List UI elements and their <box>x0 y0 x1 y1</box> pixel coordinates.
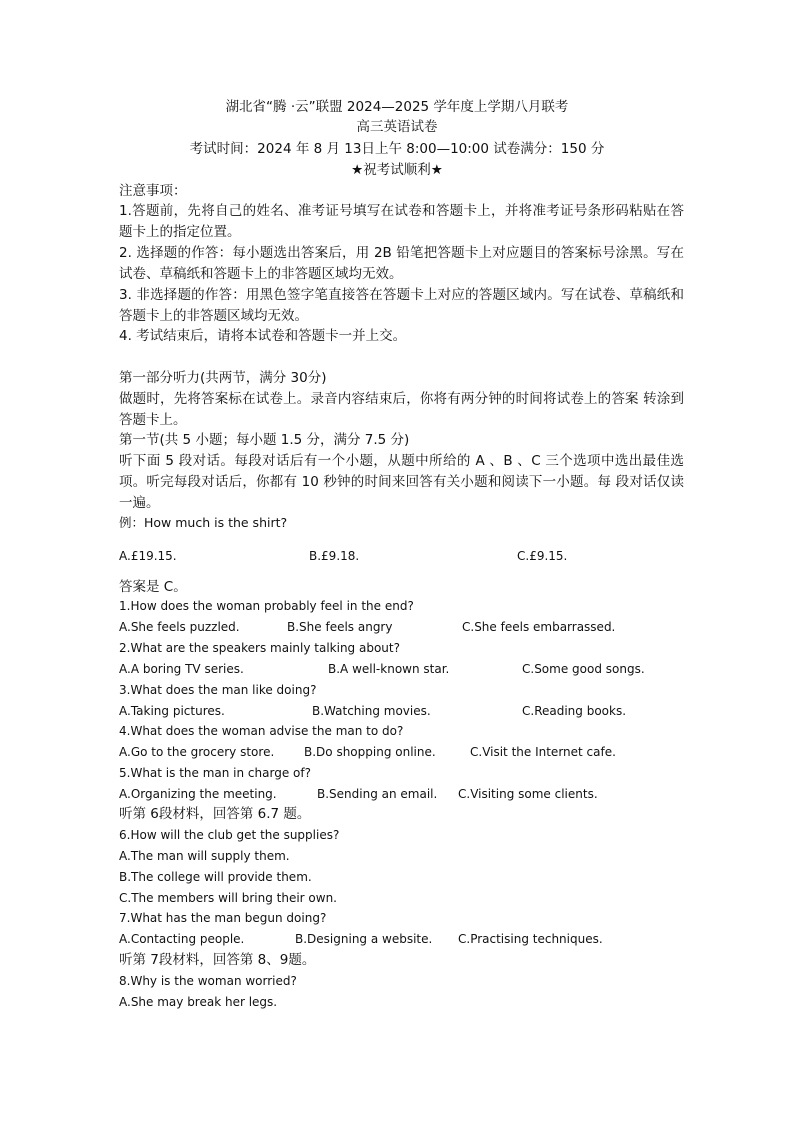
question-2: 2.What are the speakers mainly talking about? <box>119 641 400 655</box>
question-7: 7.What has the man begun doing? <box>119 911 327 925</box>
material-6-7-heading: 听第 6段材料，回答第 6.7 题。 <box>119 806 311 822</box>
question-6: 6.How will the club get the supplies? <box>119 828 340 842</box>
option-b: B.Do shopping online. <box>304 745 436 759</box>
question-8-option-a: A.She may break her legs. <box>119 995 278 1009</box>
exam-title: 湖北省“腾 ·云”联盟 2024—2025 学年度上学期八月联考 <box>225 99 569 115</box>
option-b: B.A well-known star. <box>328 662 450 676</box>
option-c: C.Reading books. <box>522 704 627 718</box>
exam-blessing: ★祝考试顺利★ <box>351 162 443 178</box>
section1-heading: 第一节(共 5 小题；每小题 1.5 分，满分 7.5 分) <box>119 432 410 448</box>
part1-heading: 第一部分听力(共两节，满分 30分) <box>119 370 327 386</box>
example-question: 例：How much is the shirt? <box>119 515 288 530</box>
question-5: 5.What is the man in charge of? <box>119 766 311 780</box>
note-item-4: 4. 考试结束后，请将本试卷和答题卡一并上交。 <box>119 328 407 344</box>
notes-heading: 注意事项： <box>119 183 187 199</box>
option-a: A.£19.15. <box>119 549 177 563</box>
part1-instructions: 做题时，先将答案标在试卷上。录音内容结束后，你将有两分钟的时间将试卷上的答案 转涂到答题卡上。 <box>119 391 684 428</box>
question-3: 3.What does the man like doing? <box>119 683 317 697</box>
question-8: 8.Why is the woman worried? <box>119 974 297 988</box>
option-a: A.Organizing the meeting. <box>119 787 277 801</box>
exam-time-info: 考试时间：2024 年 8 月 13日上午 8:00—10:00 试卷满分：150 分 <box>189 141 605 157</box>
note-item-1: 1.答题前，先将自己的姓名、准考证号填写在试卷和答题卡上，并将准考证号条形码粘贴在答题卡上的指定位置。 <box>119 203 684 240</box>
option-a: A.Taking pictures. <box>119 704 225 718</box>
option-a: A.Go to the grocery store. <box>119 745 275 759</box>
section1-instructions: 听下面 5 段对话。每段对话后有一个小题，从题中所给的 A 、B 、C 三个选项中选出最佳选项。听完每段对话后，你都有 10 秒钟的时间来回答有关小题和阅读下一小题。每 段对话仅读一遍。 <box>119 453 684 511</box>
example-answer: 答案是 C。 <box>119 579 187 595</box>
option-b: B.Watching movies. <box>312 704 431 718</box>
option-b: B.Sending an email. <box>317 787 438 801</box>
question-6-option-b: B.The college will provide them. <box>119 870 312 884</box>
note-item-2: 2. 选择题的作答：每小题选出答案后，用 2B 铅笔把答题卡上对应题目的答案标号涂黑。写在试卷、草稿纸和答题卡上的非答题区域均无效。 <box>119 245 684 282</box>
note-item-3: 3. 非选择题的作答：用黑色签字笔直接答在答题卡上对应的答题区域内。写在试卷、草稿纸和答题卡上的非答题区域均无效。 <box>119 287 684 324</box>
question-6-option-a: A.The man will supply them. <box>119 849 290 863</box>
option-b: B.£9.18. <box>309 549 360 563</box>
question-6-option-c: C.The members will bring their own. <box>119 891 337 905</box>
exam-subtitle: 高三英语试卷 <box>356 119 438 135</box>
option-b: B.Designing a website. <box>295 932 433 946</box>
option-a: A.A boring TV series. <box>119 662 244 676</box>
option-c: C.Practising techniques. <box>458 932 603 946</box>
option-a: A.Contacting people. <box>119 932 245 946</box>
option-c: C.She feels embarrassed. <box>462 620 616 634</box>
option-c: C.Some good songs. <box>522 662 645 676</box>
question-1: 1.How does the woman probably feel in the end? <box>119 599 414 613</box>
option-c: C.£9.15. <box>517 549 568 563</box>
question-4: 4.What does the woman advise the man to do? <box>119 724 404 738</box>
option-a: A.She feels puzzled. <box>119 620 240 634</box>
option-c: C.Visit the Internet cafe. <box>470 745 616 759</box>
material-8-9-heading: 听第 7段材料，回答第 8、9题。 <box>119 952 316 968</box>
option-c: C.Visiting some clients. <box>458 787 598 801</box>
option-b: B.She feels angry <box>287 620 393 634</box>
